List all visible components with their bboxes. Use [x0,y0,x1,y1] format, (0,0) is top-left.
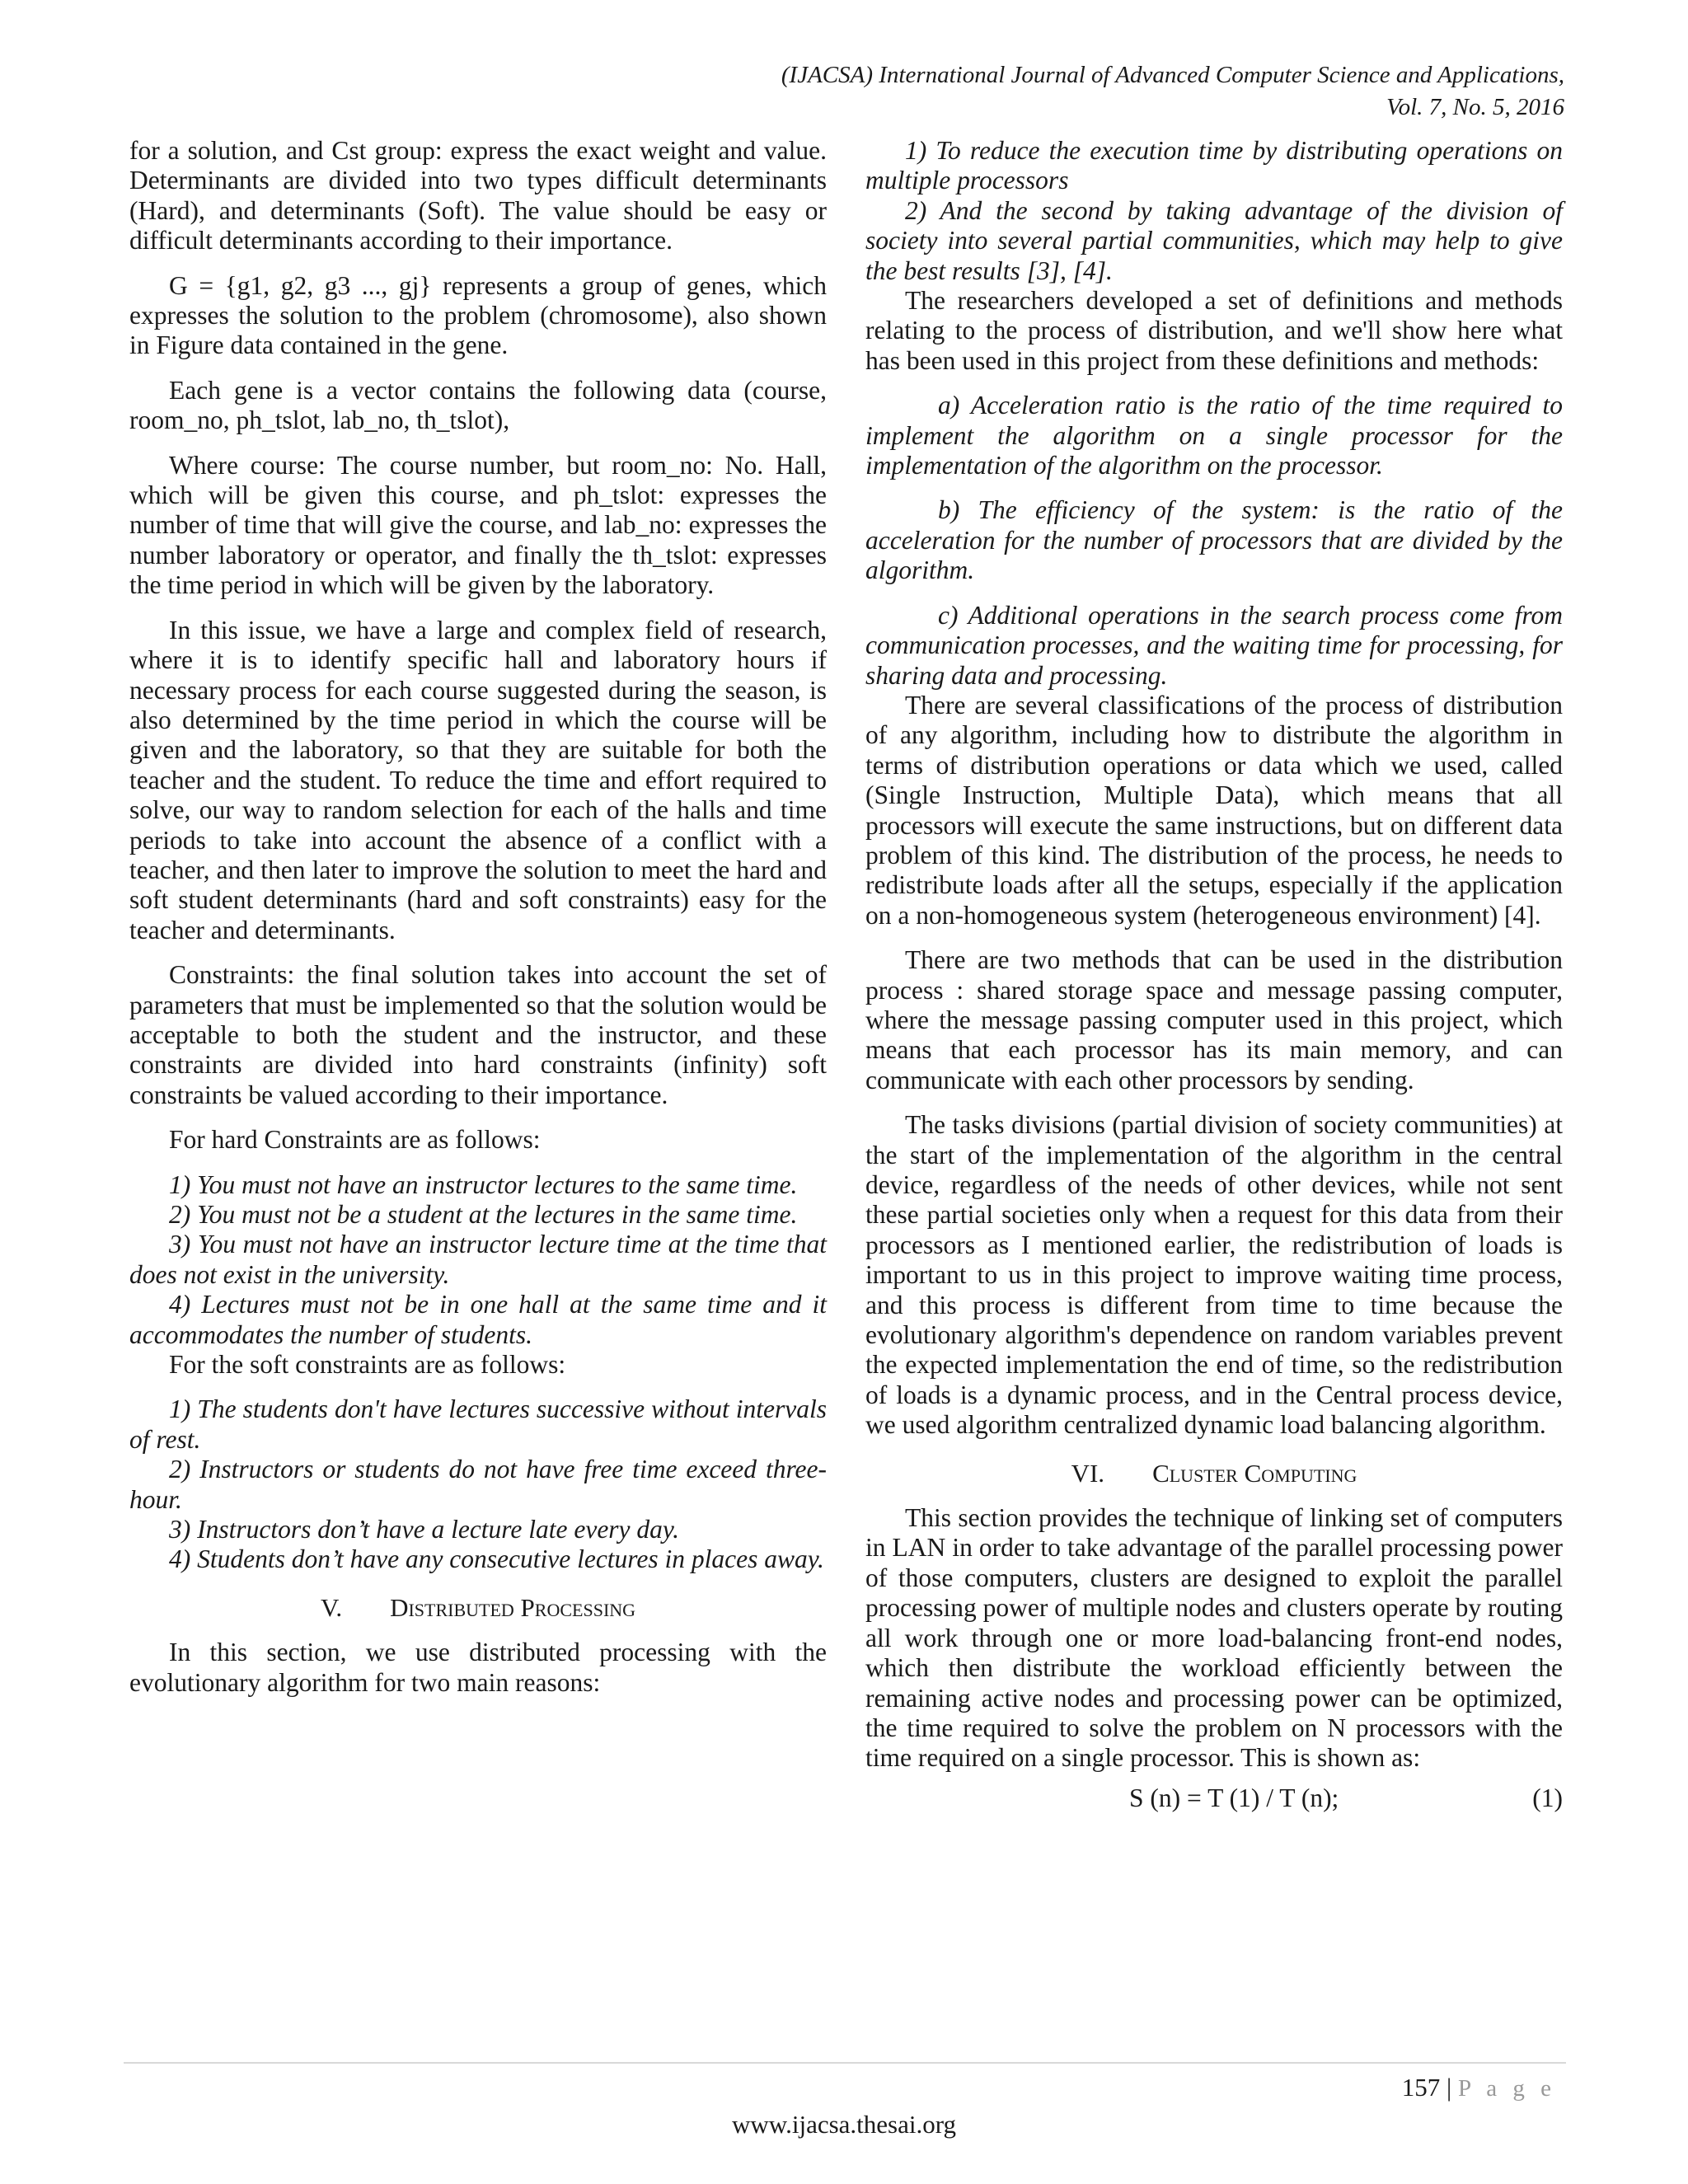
paragraph: Where course: The course number, but room_no: No. Hall, which will be given this course, and ph_tslot: expresses the number of time that will give the course, and lab_no: expresses the number laboratory or operator, and finally the th_tslot: expresses the time period in which will be given by the laboratory. [129,450,827,600]
reason-item: 2) And the second by taking advantage of the division of society into several partial communities, which may help to give the best results [3], [4]. [865,195,1563,285]
hard-constraints-intro: For hard Constraints are as follows: [169,1125,541,1155]
right-column [865,136,1563,1816]
paragraph: There are several classifications of the process of distribution of any algorithm, including how to distribute the algorithm in terms of distribution operations or data which we used, called (Single Instruction, Multiple Data), which means that all processors will execute the same instructions, but on different data problem of this kind. The distribution of the process, he needs to redistribute loads after all the setups, especially if the application on a non-homogeneous system (heterogeneous environment) [4]. [865,690,1563,930]
hard-constraint-item: 4) Lectures must not be in one hall at the same time and it accommodates the number of students. [129,1290,827,1349]
section-heading-vi [865,1459,1563,1488]
paragraph: In this section, we use distributed processing with the evolutionary algorithm for two main reasons: [129,1638,827,1697]
page-number [1402,2073,1556,2102]
paragraph: for a solution, and Cst group: express the exact weight and value. Determinants are divided into two types difficult determinants (Hard), and determinants (Soft). The value should be easy or difficult determinants according to their importance. [129,136,827,255]
hard-constraint-item: 1) You must not have an instructor lectures to the same time. [169,1169,798,1199]
footer-divider [124,2062,1566,2064]
definition-item: a) Acceleration ratio is the ratio of the time required to implement the algorithm on a single processor for the implementation of the algorithm on the processor. [865,391,1563,480]
paragraph: Constraints: the final solution takes into account the set of parameters that must be implemented so that the solution would be acceptable to both the student and the instructor, and these constraints are divided into hard constraints (infinity) soft constraints be valued according to their importance. [129,960,827,1109]
page-number-value: 157 | [1401,2073,1458,2102]
equation-expression: S (n) = T (1) / T (n); [1129,1783,1339,1812]
paragraph: In this issue, we have a large and complex field of research, where it is to identify specific hall and laboratory hours if necessary process for each course suggested during the season, is also determined by the time period in which the course will be given and the laboratory, so that they are suitable for both the teacher and the student. To reduce the time and effort required to solve, our way to random selection for each of the halls and time periods to take into account the absence of a conflict with a teacher, and then later to improve the solution to meet the hard and soft student determinants (hard and soft constraints) easy for the teacher and determinants. [129,615,827,944]
paragraph: Each gene is a vector contains the following data (course, room_no, ph_tslot, lab_no, th_tslot), [129,375,827,435]
section-title: Cluster Computing [1152,1458,1357,1488]
section-number: V. [320,1592,343,1622]
section-title: Distributed Processing [390,1592,636,1622]
journal-header-line1: (IJACSA) International Journal of Advanced Computer Science and Applications, [781,62,1564,88]
soft-constraint-item: 2) Instructors or students do not have free time exceed three-hour. [129,1455,827,1514]
definition-item: c) Additional operations in the search process come from communication processes, and the waiting time for processing, for sharing data and processing. [865,600,1563,690]
paragraph: The researchers developed a set of definitions and methods relating to the process of distribution, and we'll show here what has been used in this project from these definitions and methods: [865,286,1563,375]
left-column [129,136,827,1698]
journal-header [781,59,1564,124]
soft-constraint-item: 1) The students don't have lectures successive without intervals of rest. [129,1394,827,1454]
hard-constraint-item: 2) You must not be a student at the lectures in the same time. [169,1200,798,1229]
reason-item: 1) To reduce the execution time by distributing operations on multiple processors [865,136,1563,195]
paragraph: This section provides the technique of linking set of computers in LAN in order to take advantage of the parallel processing power of those computers, clusters are designed to exploit the parallel processing power of multiple nodes and clusters operate by routing all work through one or more load-balancing front-end nodes, which then distribute the workload efficiently between the remaining active nodes and processing power can be optimized, the time required to solve the problem on N processors with the time required on a single processor. This is shown as: [865,1503,1563,1773]
equation [865,1783,1563,1816]
paragraph: There are two methods that can be used in the distribution process : shared storage space and message passing computer, where the message passing computer used in this project, which means that each processor has its main memory, and can communicate with each other processors by sending. [865,945,1563,1094]
soft-constraint-item: 4) Students don’t have any consecutive lectures in places away. [169,1544,824,1574]
section-heading-v [129,1593,827,1623]
paragraph: G = {g1, g2, g3 ..., gj} represents a group of genes, which expresses the solution to the problem (chromosome), also shown in Figure data contained in the gene. [129,270,827,360]
equation-number: (1) [1532,1783,1563,1812]
soft-constraints-intro: For the soft constraints are as follows: [169,1350,566,1380]
definition-item: b) The efficiency of the system: is the ratio of the acceleration for the number of processors that are divided by the algorithm. [865,495,1563,585]
journal-header-line2: Vol. 7, No. 5, 2016 [1386,94,1564,120]
paragraph: The tasks divisions (partial division of society communities) at the start of the implementation of the algorithm in the central device, regardless of the needs of other devices, while not sent these partial societies only when a request for this data from their processors as I mentioned earlier, the redistribution of loads is important to us in this project to improve waiting time process, and this process is different from time to time because the evolutionary algorithm's dependence on random variables prevent the expected implementation the end of time, so the redistribution of loads is a dynamic process, and in the Central process device, we used algorithm centralized dynamic load balancing algorithm. [865,1110,1563,1440]
page-label: P a g e [1457,2075,1556,2102]
soft-constraint-item: 3) Instructors don’t have a lecture late every day. [169,1515,680,1544]
hard-constraint-item: 3) You must not have an instructor lecture time at the time that does not exist in the university. [129,1230,827,1289]
section-number: VI. [1071,1458,1105,1488]
footer-website: www.ijacsa.thesai.org [731,2110,957,2139]
